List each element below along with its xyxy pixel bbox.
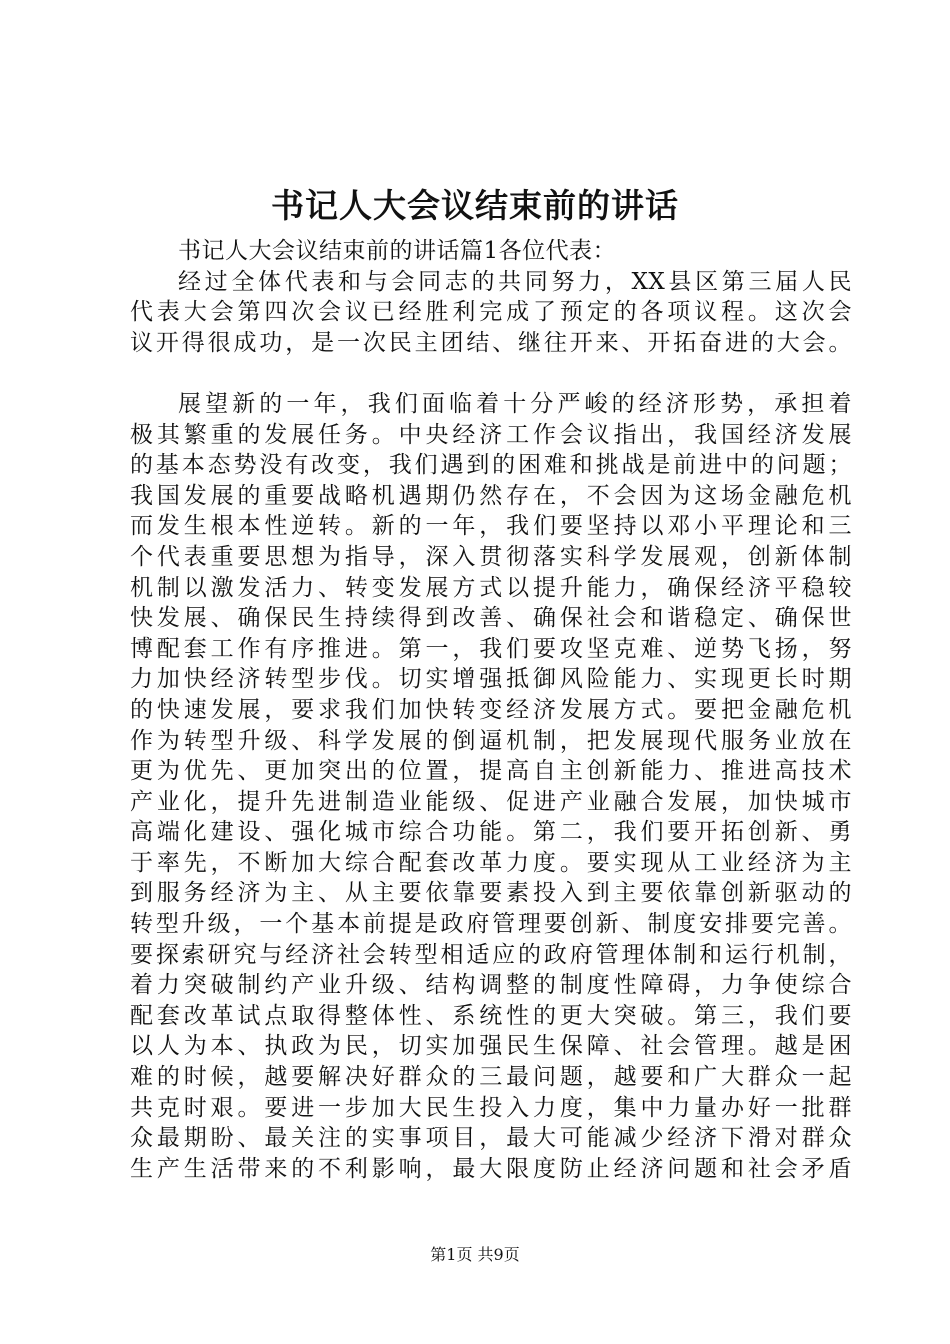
paragraph-2-line: 个代表重要思想为指导，深入贯彻落实科学发展观，创新体制 [130,543,852,570]
intro-line: 书记人大会议结束前的讲话篇1各位代表： [178,238,617,264]
page-indicator: 第1页 共9页 [430,1245,520,1264]
paragraph-2-line: 机制以激发活力、转变发展方式以提升能力，确保经济平稳较 [130,574,852,601]
paragraph-2-line: 的快速发展，要求我们加快转变经济发展方式。要把金融危机 [130,696,852,723]
paragraph-2-line: 极其繁重的发展任务。中央经济工作会议指出，我国经济发展 [130,421,852,448]
paragraph-2-line: 要探索研究与经济社会转型相适应的政府管理体制和运行机制， [130,941,852,968]
paragraph-2-line: 展望新的一年，我们面临着十分严峻的经济形势，承担着 [178,390,852,417]
paragraph-2-line: 高端化建设、强化城市综合功能。第二，我们要开拓创新、勇 [130,819,852,846]
paragraph-2-line: 更为优先、更加突出的位置，提高自主创新能力、推进高技术 [130,758,852,785]
paragraph-2-line: 难的时候，越要解决好群众的三最问题，越要和广大群众一起 [130,1064,852,1091]
document-body [130,236,852,1184]
paragraph-2-line: 生产生活带来的不利影响，最大限度防止经济问题和社会矛盾 [130,1155,852,1182]
paragraph-2-line: 以人为本、执政为民，切实加强民生保障、社会管理。越是困 [130,1033,852,1060]
paragraph-2-line: 的基本态势没有改变，我们遇到的困难和挑战是前进中的问题； [130,452,852,479]
paragraph-2-line: 博配套工作有序推进。第一，我们要攻坚克难、逆势飞扬，努 [130,635,852,662]
paragraph-2-line: 产业化，提升先进制造业能级、促进产业融合发展，加快城市 [130,788,852,815]
paragraph-2-line: 共克时艰。要进一步加大民生投入力度，集中力量办好一批群 [130,1094,852,1121]
paragraph-2-line: 力加快经济转型步伐。切实增强抵御风险能力、实现更长时期 [130,666,852,693]
paragraph-2-line: 着力突破制约产业升级、结构调整的制度性障碍，力争使综合 [130,972,852,999]
paragraph-1-line: 议开得很成功，是一次民主团结、继往开来、开拓奋进的大会。 [130,329,852,356]
paragraph-2-line: 转型升级，一个基本前提是政府管理要创新、制度安排要完善。 [130,911,852,938]
paragraph-1-line: 代表大会第四次会议已经胜利完成了预定的各项议程。这次会 [130,299,852,326]
document-title: 书记人大会议结束前的讲话 [271,186,679,225]
paragraph-2-line: 作为转型升级、科学发展的倒逼机制，把发展现代服务业放在 [130,727,852,754]
paragraph-2-line: 于率先，不断加大综合配套改革力度。要实现从工业经济为主 [130,849,852,876]
paragraph-2-line: 配套改革试点取得整体性、系统性的更大突破。第三，我们要 [130,1002,852,1029]
paragraph-2-line: 快发展、确保民生持续得到改善、确保社会和谐稳定、确保世 [130,605,852,632]
paragraph-2-line: 我国发展的重要战略机遇期仍然存在，不会因为这场金融危机 [130,482,852,509]
paragraph-2-line: 而发生根本性逆转。新的一年，我们要坚持以邓小平理论和三 [130,513,852,540]
paragraph-2-line: 到服务经济为主、从主要依靠要素投入到主要依靠创新驱动的 [130,880,852,907]
paragraph-gap [130,358,852,389]
paragraph-2-line: 众最期盼、最关注的实事项目，最大可能减少经济下滑对群众 [130,1125,852,1152]
paragraph-1-line: 经过全体代表和与会同志的共同努力，XX县区第三届人民 [178,268,852,295]
